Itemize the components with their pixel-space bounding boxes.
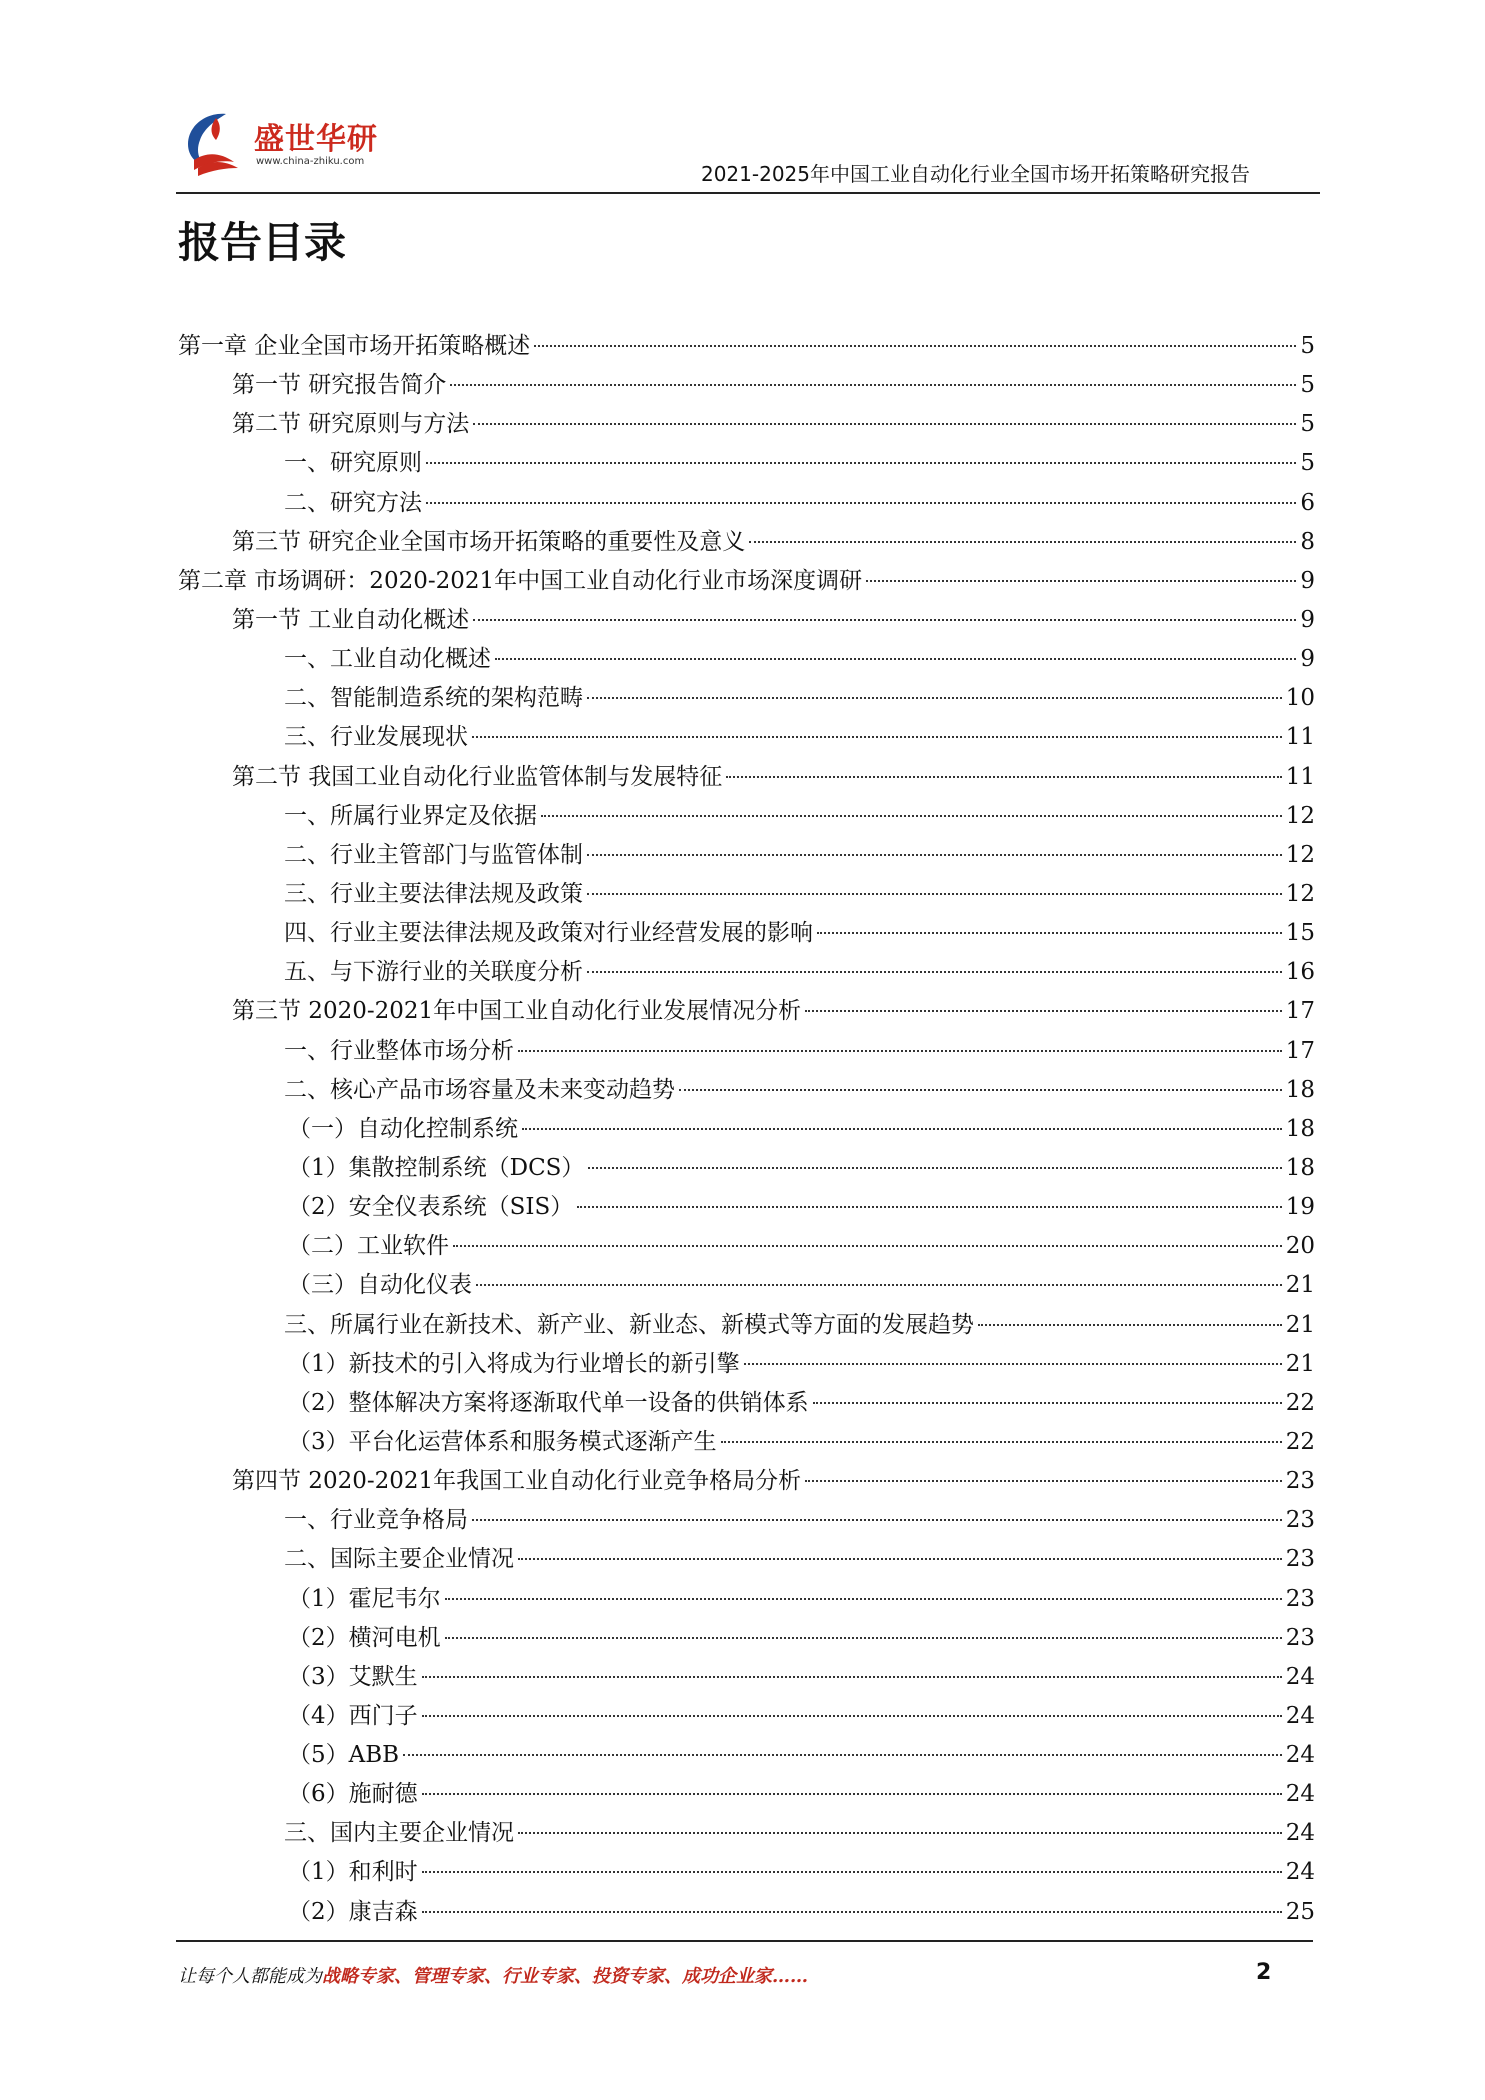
toc-entry-title: 一、研究原则 (284, 450, 422, 477)
toc-entry[interactable] (178, 797, 1315, 836)
toc-entry[interactable] (178, 1227, 1315, 1266)
toc-entry[interactable] (178, 1071, 1315, 1110)
toc-entry[interactable] (178, 640, 1315, 679)
toc-entry-title: 第二节 研究原则与方法 (232, 411, 470, 438)
toc-entry-title: 二、研究方法 (284, 489, 422, 516)
toc-dot-leader (426, 502, 1296, 504)
toc-entry-title: （4）西门子 (288, 1702, 418, 1729)
toc-entry[interactable] (178, 1423, 1315, 1462)
toc-dot-leader (534, 345, 1296, 347)
toc-entry-page: 21 (1285, 1350, 1315, 1377)
toc-entry-page: 12 (1285, 841, 1315, 868)
toc-entry-page: 24 (1285, 1663, 1315, 1690)
toc-entry-page: 23 (1285, 1624, 1315, 1651)
toc-entry[interactable] (178, 1580, 1315, 1619)
toc-entry-page: 11 (1285, 724, 1315, 751)
toc-entry-page: 24 (1285, 1742, 1315, 1769)
toc-entry-title: （1）新技术的引入将成为行业增长的新引擎 (288, 1350, 740, 1377)
company-logo (176, 104, 406, 184)
toc-entry-page: 23 (1285, 1546, 1315, 1573)
table-of-contents (178, 327, 1315, 1932)
toc-dot-leader (744, 1363, 1282, 1365)
toc-entry-page: 23 (1285, 1585, 1315, 1612)
toc-entry[interactable] (178, 1345, 1315, 1384)
page-number: 2 (1256, 1960, 1272, 1985)
toc-entry-title: 第三节 2020-2021年中国工业自动化行业发展情况分析 (232, 998, 802, 1025)
toc-entry-page: 25 (1285, 1898, 1315, 1925)
toc-dot-leader (587, 893, 1282, 895)
toc-entry[interactable] (178, 758, 1315, 797)
report-title: 2021-2025年中国工业自动化行业全国市场开拓策略研究报告 (700, 162, 1250, 186)
toc-dot-leader (866, 580, 1296, 582)
toc-dot-leader (473, 619, 1296, 621)
toc-entry-title: （2）整体解决方案将逐渐取代单一设备的供销体系 (288, 1389, 809, 1416)
footer-slogan (178, 1962, 808, 1988)
toc-entry[interactable] (178, 1306, 1315, 1345)
toc-entry-title: 五、与下游行业的关联度分析 (284, 959, 583, 986)
toc-dot-leader (805, 1010, 1282, 1012)
toc-entry-title: 第三节 研究企业全国市场开拓策略的重要性及意义 (232, 528, 746, 555)
toc-entry-page: 19 (1285, 1194, 1315, 1221)
toc-entry-page: 15 (1285, 920, 1315, 947)
toc-dot-leader (587, 697, 1282, 699)
toc-entry-page: 24 (1285, 1859, 1315, 1886)
logo-emblem-icon (176, 104, 256, 184)
toc-entry-title: 第一节 研究报告简介 (232, 372, 447, 399)
toc-entry[interactable] (178, 327, 1315, 366)
toc-entry[interactable] (178, 1384, 1315, 1423)
toc-dot-leader (679, 1089, 1282, 1091)
toc-entry-title: （一）自动化控制系统 (288, 1115, 518, 1142)
toc-dot-leader (422, 1676, 1282, 1678)
toc-entry-page: 6 (1300, 489, 1315, 516)
toc-dot-leader (426, 462, 1296, 464)
toc-entry-page: 23 (1285, 1468, 1315, 1495)
toc-entry-page: 18 (1285, 1076, 1315, 1103)
toc-entry-title: （1）集散控制系统（DCS） (288, 1154, 585, 1181)
toc-entry-title: 第四节 2020-2021年我国工业自动化行业竞争格局分析 (232, 1468, 802, 1495)
toc-entry[interactable] (178, 1619, 1315, 1658)
toc-dot-leader (445, 1598, 1282, 1600)
toc-entry-title: （6）施耐德 (288, 1781, 418, 1808)
toc-entry-page: 9 (1300, 567, 1315, 594)
toc-entry[interactable] (178, 679, 1315, 718)
toc-entry-title: 第二节 我国工业自动化行业监管体制与发展特征 (232, 763, 723, 790)
toc-entry-page: 17 (1285, 1037, 1315, 1064)
toc-entry-page: 23 (1285, 1507, 1315, 1534)
toc-entry-page: 12 (1285, 880, 1315, 907)
toc-entry[interactable] (178, 1266, 1315, 1305)
toc-entry[interactable] (178, 1188, 1315, 1227)
toc-dot-leader (588, 1167, 1281, 1169)
toc-entry-page: 18 (1285, 1154, 1315, 1181)
toc-entry-title: 三、国内主要企业情况 (284, 1820, 514, 1847)
toc-entry-title: 第一节 工业自动化概述 (232, 606, 470, 633)
toc-entry-page: 5 (1300, 450, 1315, 477)
toc-dot-leader (495, 658, 1296, 660)
toc-entry-page: 17 (1285, 998, 1315, 1025)
toc-dot-leader (450, 384, 1296, 386)
toc-entry[interactable] (178, 484, 1315, 523)
toc-dot-leader (476, 1284, 1282, 1286)
toc-entry[interactable] (178, 1658, 1315, 1697)
toc-dot-leader (587, 854, 1282, 856)
toc-entry[interactable] (178, 1853, 1315, 1892)
toc-dot-leader (472, 1519, 1282, 1521)
logo-url: www.china-zhiku.com (256, 156, 365, 167)
toc-entry-title: 一、所属行业界定及依据 (284, 802, 537, 829)
toc-dot-leader (473, 423, 1296, 425)
header-divider (176, 192, 1320, 194)
toc-dot-leader (472, 736, 1282, 738)
toc-entry[interactable] (178, 1893, 1315, 1932)
toc-entry[interactable] (178, 1110, 1315, 1149)
toc-entry[interactable] (178, 992, 1315, 1031)
toc-entry-title: 二、核心产品市场容量及未来变动趋势 (284, 1076, 675, 1103)
toc-entry-page: 24 (1285, 1702, 1315, 1729)
toc-entry-title: 三、行业发展现状 (284, 724, 468, 751)
toc-dot-leader (403, 1754, 1282, 1756)
toc-entry[interactable] (178, 1540, 1315, 1579)
toc-dot-leader (749, 541, 1296, 543)
toc-entry-title: （二）工业软件 (288, 1233, 449, 1260)
toc-entry-title: （2）安全仪表系统（SIS） (288, 1194, 574, 1221)
toc-dot-leader (813, 1402, 1282, 1404)
toc-entry-title: 第二章 市场调研：2020-2021年中国工业自动化行业市场深度调研 (178, 567, 863, 594)
toc-dot-leader (522, 1128, 1282, 1130)
toc-dot-leader (541, 815, 1282, 817)
toc-dot-leader (805, 1480, 1282, 1482)
toc-entry-page: 24 (1285, 1781, 1315, 1808)
toc-entry-page: 21 (1285, 1311, 1315, 1338)
toc-entry[interactable] (178, 953, 1315, 992)
toc-entry[interactable] (178, 1775, 1315, 1814)
toc-entry-title: 二、国际主要企业情况 (284, 1546, 514, 1573)
toc-entry-page: 10 (1285, 685, 1315, 712)
toc-entry-page: 9 (1300, 646, 1315, 673)
toc-entry[interactable] (178, 718, 1315, 757)
toc-dot-leader (726, 776, 1281, 778)
toc-entry[interactable] (178, 1814, 1315, 1853)
toc-dot-leader (518, 1832, 1282, 1834)
toc-entry-page: 11 (1285, 763, 1315, 790)
toc-entry-page: 22 (1285, 1389, 1315, 1416)
toc-entry-page: 18 (1285, 1115, 1315, 1142)
page-title: 报告目录 (178, 218, 347, 267)
toc-entry[interactable] (178, 562, 1315, 601)
toc-entry[interactable] (178, 1149, 1315, 1188)
toc-entry[interactable] (178, 405, 1315, 444)
toc-entry-title: 二、智能制造系统的架构范畴 (284, 685, 583, 712)
toc-entry-title: （1）霍尼韦尔 (288, 1585, 441, 1612)
toc-dot-leader (978, 1324, 1282, 1326)
toc-entry-title: （1）和利时 (288, 1859, 418, 1886)
footer-divider (176, 1940, 1313, 1942)
toc-entry-title: （2）横河电机 (288, 1624, 441, 1651)
toc-entry-title: 四、行业主要法律法规及政策对行业经营发展的影响 (284, 920, 813, 947)
toc-entry[interactable] (178, 1501, 1315, 1540)
toc-entry-page: 5 (1300, 372, 1315, 399)
toc-entry-page: 24 (1285, 1820, 1315, 1847)
toc-entry-page: 5 (1300, 333, 1315, 359)
toc-entry[interactable] (178, 1462, 1315, 1501)
toc-entry-page: 5 (1300, 411, 1315, 438)
toc-entry-page: 9 (1300, 606, 1315, 633)
toc-dot-leader (817, 932, 1282, 934)
footer-slogan-highlight: 战略专家、管理专家、行业专家、投资专家、成功企业家…… (322, 1966, 808, 1987)
toc-entry-title: （3）艾默生 (288, 1663, 418, 1690)
toc-entry-title: 一、工业自动化概述 (284, 646, 491, 673)
toc-entry-title: （2）康吉森 (288, 1898, 418, 1925)
toc-entry-title: 一、行业整体市场分析 (284, 1037, 514, 1064)
toc-entry-page: 8 (1300, 528, 1315, 555)
toc-entry[interactable] (178, 914, 1315, 953)
toc-entry-page: 20 (1285, 1233, 1315, 1260)
toc-entry[interactable] (178, 366, 1315, 405)
toc-dot-leader (721, 1441, 1282, 1443)
toc-entry-page: 16 (1285, 959, 1315, 986)
toc-entry[interactable] (178, 601, 1315, 640)
toc-entry-title: （5）ABB (288, 1742, 400, 1769)
toc-dot-leader (422, 1715, 1282, 1717)
footer-slogan-prefix: 让每个人都能成为 (178, 1966, 322, 1987)
toc-entry-page: 22 (1285, 1428, 1315, 1455)
toc-entry[interactable] (178, 523, 1315, 562)
toc-dot-leader (518, 1558, 1282, 1560)
toc-dot-leader (587, 971, 1282, 973)
toc-entry-title: 三、所属行业在新技术、新产业、新业态、新模式等方面的发展趋势 (284, 1311, 974, 1338)
toc-dot-leader (577, 1206, 1281, 1208)
toc-entry-title: （3）平台化运营体系和服务模式逐渐产生 (288, 1428, 717, 1455)
toc-dot-leader (518, 1050, 1282, 1052)
toc-entry[interactable] (178, 1697, 1315, 1736)
toc-entry[interactable] (178, 1736, 1315, 1775)
toc-entry-page: 12 (1285, 802, 1315, 829)
logo-name: 盛世华研 (254, 122, 378, 157)
toc-dot-leader (422, 1911, 1282, 1913)
toc-entry[interactable] (178, 444, 1315, 483)
toc-entry-title: （三）自动化仪表 (288, 1272, 472, 1299)
toc-dot-leader (422, 1871, 1282, 1873)
toc-entry-title: 三、行业主要法律法规及政策 (284, 880, 583, 907)
toc-dot-leader (445, 1637, 1282, 1639)
toc-entry-title: 二、行业主管部门与监管体制 (284, 841, 583, 868)
toc-entry-title: 第一章 企业全国市场开拓策略概述 (178, 333, 531, 359)
toc-dot-leader (422, 1793, 1282, 1795)
toc-entry[interactable] (178, 1032, 1315, 1071)
toc-entry-page: 21 (1285, 1272, 1315, 1299)
toc-entry[interactable] (178, 836, 1315, 875)
page-header (176, 100, 1320, 200)
toc-entry-title: 一、行业竞争格局 (284, 1507, 468, 1534)
toc-entry[interactable] (178, 875, 1315, 914)
toc-dot-leader (453, 1245, 1282, 1247)
